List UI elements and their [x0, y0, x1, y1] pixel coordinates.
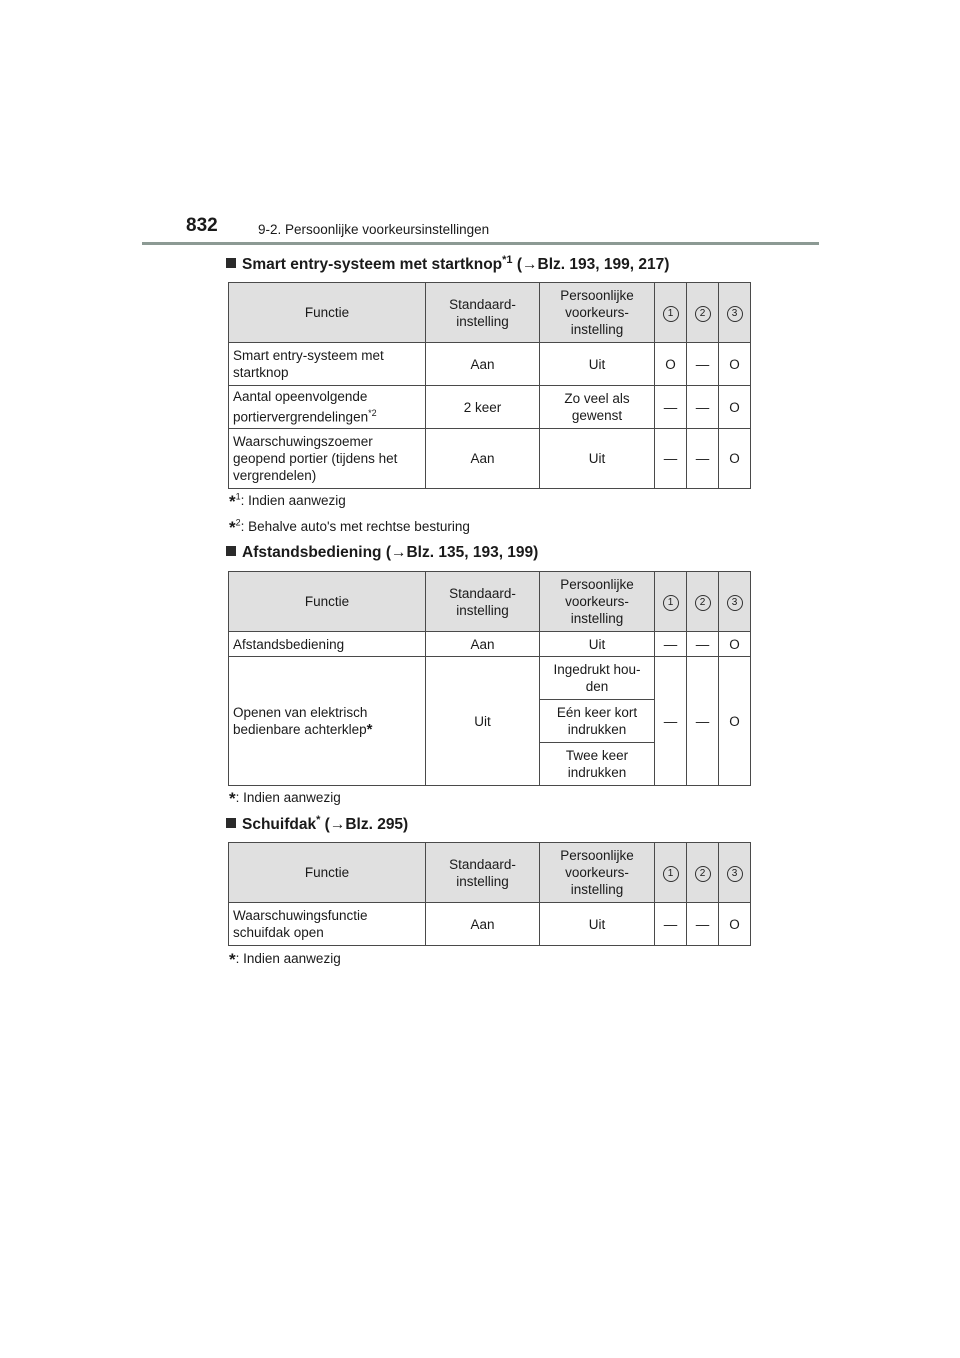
cell-functie-text: Openen van elektrisch bedienbare achterklep [233, 705, 368, 737]
smart-entry-table [228, 282, 751, 489]
header-standaard: Standaard-instelling [426, 572, 540, 632]
remote-table [228, 571, 751, 786]
cell-mark-3: O [719, 386, 751, 429]
cell-standaard: 2 keer [426, 386, 540, 429]
section-title: Schuifdak [242, 816, 317, 834]
circled-2-icon: 2 [695, 866, 711, 882]
cell-standaard: Aan [426, 343, 540, 386]
cell-functie-text: Aantal opeenvolgende portiervergrendelingen [233, 389, 369, 425]
header-divider [142, 242, 819, 245]
table-header-row [229, 843, 751, 903]
footnote-ref: *2 [368, 408, 377, 419]
cell-functie [229, 386, 426, 429]
circled-2-icon: 2 [695, 306, 711, 322]
table-row [229, 343, 751, 386]
cell-mark-3: O [719, 903, 751, 946]
cell-mark-3: O [719, 657, 751, 786]
circled-3-icon: 3 [727, 595, 743, 611]
footnote-number: 2 [235, 517, 241, 528]
cell-persoonlijk: Uit [540, 343, 655, 386]
section-heading-sunroof [226, 814, 408, 834]
footnote-2 [229, 516, 470, 536]
header-persoonlijk: Persoonlijke voorkeurs-instelling [540, 283, 655, 343]
table-row [229, 903, 751, 946]
cell-mark-2: — [687, 657, 719, 786]
cell-mark-3: O [719, 343, 751, 386]
cell-standaard: Aan [426, 903, 540, 946]
cell-persoonlijk: Zo veel als gewenst [540, 386, 655, 429]
cell-functie: Waarschuwingsfunctie schuifdak open [229, 903, 426, 946]
circled-1-icon: 1 [663, 866, 679, 882]
footnote-number: 1 [235, 491, 241, 502]
cell-mark-1: — [655, 429, 687, 489]
table-header-row [229, 572, 751, 632]
cell-persoonlijk: Uit [540, 903, 655, 946]
square-bullet-icon [226, 258, 236, 268]
circled-1-icon: 1 [663, 306, 679, 322]
section-heading-smart-entry [226, 254, 669, 274]
circled-1-icon: 1 [663, 595, 679, 611]
cell-mark-1: — [655, 903, 687, 946]
circled-3-icon: 3 [727, 866, 743, 882]
section-title: Afstandsbediening [242, 544, 382, 561]
cell-mark-1: O [655, 343, 687, 386]
table-row [229, 632, 751, 657]
table-row [229, 657, 751, 700]
footnote-sunroof [229, 948, 341, 968]
header-standaard: Standaard-instelling [426, 843, 540, 903]
cell-mark-3: O [719, 429, 751, 489]
header-circle-3 [719, 572, 751, 632]
header-circle-2 [687, 843, 719, 903]
cell-mark-2: — [687, 429, 719, 489]
header-functie: Functie [229, 283, 426, 343]
cell-standaard: Uit [426, 657, 540, 786]
cell-option-1: Ingedrukt hou-den [540, 657, 655, 700]
footnote-star: * [229, 492, 236, 511]
footnote-star: * [229, 518, 236, 537]
header-persoonlijk: Persoonlijke voorkeurs-instelling [540, 572, 655, 632]
header-circle-2 [687, 283, 719, 343]
footnote-text: : Behalve auto's met rechtse besturing [240, 519, 470, 534]
chapter-title: 9-2. Persoonlijke voorkeursinstellingen [258, 222, 490, 237]
header-circle-2 [687, 572, 719, 632]
cell-mark-2: — [687, 343, 719, 386]
cell-mark-1: — [655, 632, 687, 657]
cell-persoonlijk: Uit [540, 429, 655, 489]
cell-functie: Afstandsbediening [229, 632, 426, 657]
square-bullet-icon [226, 546, 236, 556]
footnote-ref: * [366, 721, 373, 738]
header-circle-1 [655, 843, 687, 903]
footnote-text: : Indien aanwezig [240, 493, 346, 508]
cell-mark-1: — [655, 657, 687, 786]
footnote-remote [229, 787, 341, 807]
table-header-row [229, 283, 751, 343]
footnote-star: * [229, 950, 236, 969]
cell-mark-3: O [719, 632, 751, 657]
sunroof-table [228, 842, 751, 946]
section-title: Smart entry-systeem met startknop [242, 256, 503, 274]
cell-mark-2: — [687, 632, 719, 657]
section-title-sup: * [316, 814, 321, 826]
cell-option-2: Eén keer kort indrukken [540, 700, 655, 743]
cell-persoonlijk: Uit [540, 632, 655, 657]
footnote-text: : Indien aanwezig [235, 951, 341, 966]
cell-mark-1: — [655, 386, 687, 429]
section-ref: (→Blz. 193, 199, 217) [516, 256, 670, 274]
section-title-sup: *1 [502, 254, 513, 266]
header-functie: Functie [229, 843, 426, 903]
table-row [229, 386, 751, 429]
footnote-star: * [229, 789, 236, 808]
footnote-1 [229, 490, 346, 510]
circled-2-icon: 2 [695, 595, 711, 611]
section-ref: (→Blz. 295) [324, 816, 409, 834]
header-circle-1 [655, 572, 687, 632]
header-circle-3 [719, 843, 751, 903]
cell-mark-2: — [687, 903, 719, 946]
cell-functie [229, 657, 426, 786]
cell-standaard: Aan [426, 429, 540, 489]
header-circle-3 [719, 283, 751, 343]
section-ref: (→Blz. 135, 193, 199) [385, 544, 539, 561]
table-row [229, 429, 751, 489]
cell-option-3: Twee keer indrukken [540, 743, 655, 786]
header-standaard: Standaard-instelling [426, 283, 540, 343]
cell-functie: Waarschuwingszoemer geopend portier (tijdens het vergrendelen) [229, 429, 426, 489]
cell-mark-2: — [687, 386, 719, 429]
cell-functie: Smart entry-systeem met startknop [229, 343, 426, 386]
header-circle-1 [655, 283, 687, 343]
square-bullet-icon [226, 818, 236, 828]
header-functie: Functie [229, 572, 426, 632]
cell-standaard: Aan [426, 632, 540, 657]
header-persoonlijk: Persoonlijke voorkeurs-instelling [540, 843, 655, 903]
footnote-text: : Indien aanwezig [235, 790, 341, 805]
section-heading-remote [226, 544, 538, 562]
circled-3-icon: 3 [727, 306, 743, 322]
page-number: 832 [186, 215, 218, 236]
